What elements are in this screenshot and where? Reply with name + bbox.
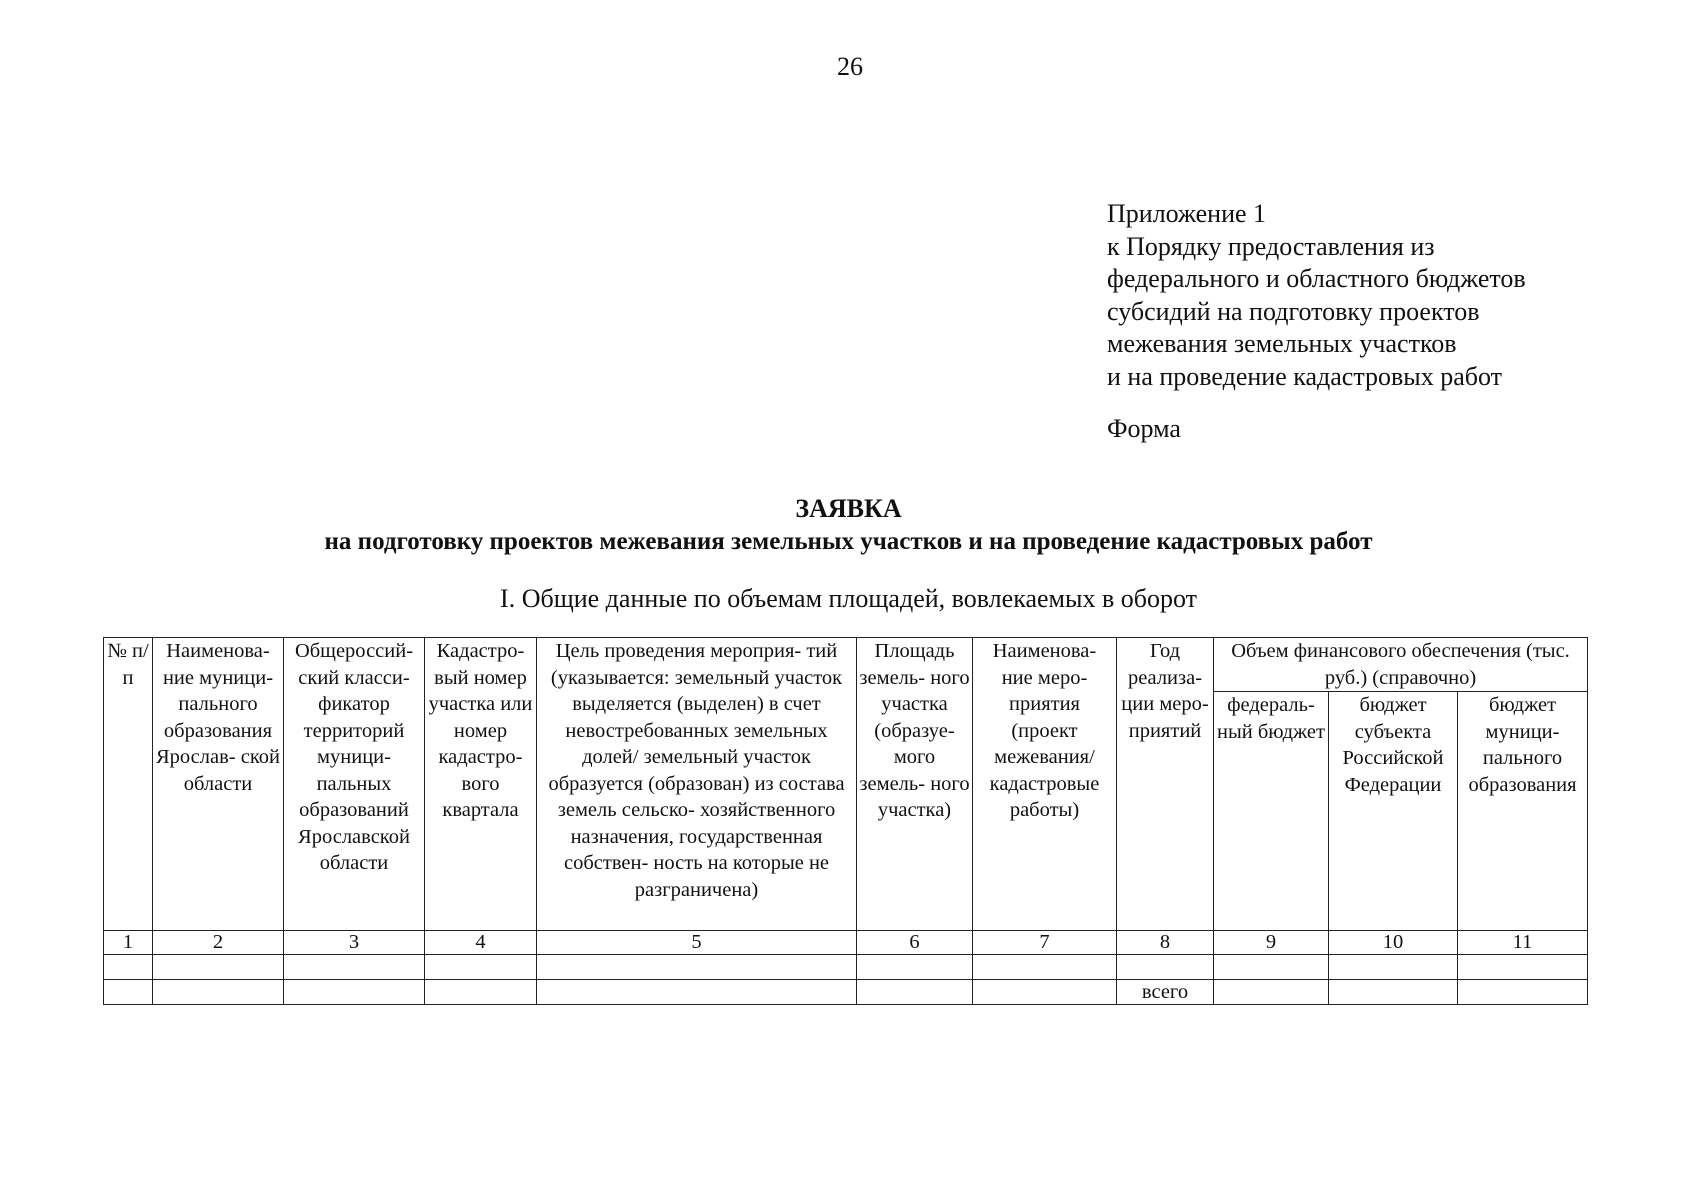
table-cell[interactable]: [1329, 955, 1458, 980]
table-cell[interactable]: [153, 955, 284, 980]
table-cell[interactable]: [973, 955, 1117, 980]
appendix-header: [1107, 198, 1667, 393]
header-oktmo-classifier: Общероссий- ский класси- фикатор территорий муници- пальных образований Ярославской области: [284, 638, 425, 931]
appendix-line: к Порядку предоставления из: [1107, 231, 1435, 261]
column-number: 5: [537, 931, 857, 955]
total-federal-cell[interactable]: [1214, 980, 1329, 1005]
table-cell[interactable]: [425, 955, 537, 980]
table-row: [104, 955, 1588, 980]
header-municipal-budget: бюджет муници- пального образования: [1458, 692, 1588, 931]
document-subtitle: на подготовку проектов межевания земельных участков и на проведение кадастровых работ: [324, 528, 1373, 555]
table-cell[interactable]: [153, 980, 284, 1005]
total-row: [104, 980, 1588, 1005]
header-activity-name: Наименова- ние меро- приятия (проект межевания/ кадастровые работы): [973, 638, 1117, 931]
table-cell[interactable]: [104, 955, 153, 980]
column-number: 7: [973, 931, 1117, 955]
table-cell[interactable]: [1214, 955, 1329, 980]
table-header-row: [104, 638, 1588, 692]
table-cell[interactable]: [425, 980, 537, 1005]
column-number: 11: [1458, 931, 1588, 955]
appendix-line: межевания земельных участков: [1107, 329, 1457, 358]
header-municipality-name: Наименова- ние муници- пального образования Ярослав- ской области: [153, 638, 284, 931]
appendix-line: субсидий на подготовку проектов: [1107, 296, 1480, 326]
column-number-row: [104, 931, 1588, 955]
appendix-line: и на проведение кадастровых работ: [1107, 361, 1503, 391]
column-number: 6: [857, 931, 973, 955]
column-number: 1: [104, 931, 153, 955]
table-cell[interactable]: [537, 980, 857, 1005]
column-number: 3: [284, 931, 425, 955]
table-cell[interactable]: [857, 980, 973, 1005]
header-year: Год реализа- ции меро- приятий: [1117, 638, 1214, 931]
table-cell[interactable]: [1458, 955, 1588, 980]
header-area: Площадь земель- ного участка (образуе- мого земель- ного участка): [857, 638, 973, 931]
total-label: всего: [1117, 980, 1214, 1005]
section-title: I. Общие данные по объемам площадей, вовлекаемых в оборот: [500, 584, 1197, 613]
header-funding: Объем финансового обеспечения (тыс. руб.) (справочно): [1214, 638, 1588, 692]
header-cadastral-number: Кадастро- вый номер участка или номер кадастро- вого квартала: [425, 638, 537, 931]
column-number: 9: [1214, 931, 1329, 955]
page-number: 26: [837, 52, 863, 81]
header-number: № п/п: [104, 638, 153, 931]
header-purpose: Цель проведения мероприя- тий (указывается: земельный участок выделяется (выделен) в счет невостребованных земельных долей/ земельный участок образуется (образован) из состава земель сельско- хозяйственного назначения, государственная собствен- ность на которые не разграничена): [537, 638, 857, 931]
header-regional-budget: бюджет субъекта Российской Федерации: [1329, 692, 1458, 931]
table-cell[interactable]: [104, 980, 153, 1005]
column-number: 8: [1117, 931, 1214, 955]
appendix-line: федерального и областного бюджетов: [1107, 264, 1526, 293]
table-cell[interactable]: [857, 955, 973, 980]
document-title: ЗАЯВКА: [795, 494, 902, 523]
column-number: 4: [425, 931, 537, 955]
request-table: [103, 637, 1588, 1005]
header-federal-budget: федераль- ный бюджет: [1214, 692, 1329, 931]
table-cell[interactable]: [284, 955, 425, 980]
table-cell[interactable]: [537, 955, 857, 980]
table-cell[interactable]: [1117, 955, 1214, 980]
total-regional-cell[interactable]: [1329, 980, 1458, 1005]
form-label: Форма: [1107, 414, 1181, 443]
table-cell[interactable]: [973, 980, 1117, 1005]
column-number: 10: [1329, 931, 1458, 955]
table-cell[interactable]: [284, 980, 425, 1005]
appendix-line: Приложение 1: [1107, 199, 1267, 228]
total-municipal-cell[interactable]: [1458, 980, 1588, 1005]
column-number: 2: [153, 931, 284, 955]
